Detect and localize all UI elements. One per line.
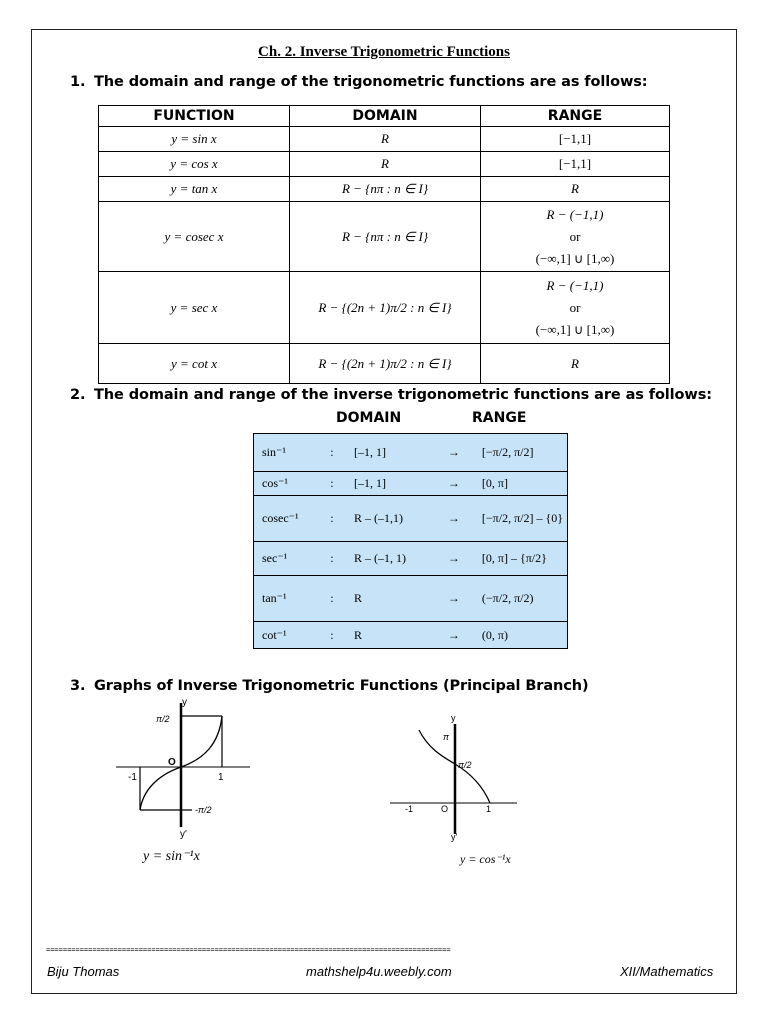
section-3-heading [70, 678, 588, 694]
section-heading-text: Graphs of Inverse Trigonometric Functions (Principal Branch) [94, 678, 589, 694]
function-cell: cos⁻¹ [254, 472, 314, 496]
arrow: → [430, 434, 478, 472]
table-row [99, 272, 670, 344]
function-cell: cosec⁻¹ [254, 496, 314, 542]
range-cell: R [481, 344, 670, 384]
bottom-label: -π/2 [195, 805, 212, 815]
arrow: → [430, 622, 478, 649]
function-cell: sec⁻¹ [254, 542, 314, 576]
range-cell: [−1,1] [481, 127, 670, 152]
arrow: → [430, 542, 478, 576]
domain-cell: R [290, 127, 481, 152]
arrow: → [430, 472, 478, 496]
arrow: → [430, 576, 478, 622]
range-cell: R − (−1,1) or (−∞,1] ∪ [1,∞) [481, 272, 670, 344]
section-heading-text: The domain and range of the inverse trigonometric functions are as follows: [94, 387, 712, 403]
table-row [99, 152, 670, 177]
footer-author: Biju Thomas [47, 964, 120, 979]
y-prime-label: y' [451, 832, 458, 842]
domain-cell: R [350, 622, 430, 649]
function-cell: y = cosec x [99, 202, 290, 272]
half-pi-label: π/2 [458, 760, 472, 770]
domain-cell: R − {nπ : n ∈ I} [290, 202, 481, 272]
domain-cell: R [290, 152, 481, 177]
table-row [99, 177, 670, 202]
domain-cell: [–1, 1] [350, 434, 430, 472]
colon: : [314, 542, 350, 576]
arccos-graph [385, 710, 525, 845]
footer-rule: ================================================================================================ [46, 946, 451, 954]
top-label: π/2 [156, 714, 170, 724]
colon: : [314, 576, 350, 622]
range-cell: [0, π] [478, 472, 568, 496]
y-label: y [182, 697, 187, 708]
range-cell: (0, π) [478, 622, 568, 649]
colon: : [314, 622, 350, 649]
header-domain: DOMAIN [290, 106, 481, 127]
function-cell: tan⁻¹ [254, 576, 314, 622]
y-prime-label: y' [180, 829, 187, 840]
domain-cell: R − {nπ : n ∈ I} [290, 177, 481, 202]
pos-one-label: 1 [486, 804, 492, 814]
table-row [254, 496, 568, 542]
function-cell: y = sec x [99, 272, 290, 344]
arrow: → [430, 496, 478, 542]
section-1-heading [70, 74, 648, 90]
arcsin-graph [110, 695, 260, 845]
origin-label: O [168, 757, 176, 768]
range-cell: R − (−1,1) or (−∞,1] ∪ [1,∞) [481, 202, 670, 272]
function-cell: y = cot x [99, 344, 290, 384]
range-cell: R [481, 177, 670, 202]
section-number: 3. [70, 678, 86, 694]
section-number: 2. [70, 387, 86, 403]
range-cell: [0, π] – {π/2} [478, 542, 568, 576]
neg-one-label: -1 [128, 772, 137, 783]
section-heading-text: The domain and range of the trigonometric functions are as follows: [94, 74, 648, 90]
domain-cell: R − {(2n + 1)π/2 : n ∈ I} [290, 344, 481, 384]
table-row [254, 472, 568, 496]
table-row [99, 344, 670, 384]
inverse-domain-label: DOMAIN [336, 410, 402, 426]
trig-domain-range-table [98, 105, 670, 384]
colon: : [314, 496, 350, 542]
function-cell: sin⁻¹ [254, 434, 314, 472]
function-cell: y = sin x [99, 127, 290, 152]
footer-class: XII/Mathematics [620, 964, 714, 979]
table-row [99, 127, 670, 152]
table-row [254, 542, 568, 576]
section-2-heading [70, 387, 712, 403]
table-row [254, 576, 568, 622]
range-cell: [−π/2, π/2] – {0} [478, 496, 568, 542]
page-title: Ch. 2. Inverse Trigonometric Functions [258, 44, 510, 60]
function-cell: y = cos x [99, 152, 290, 177]
range-cell: (−π/2, π/2) [478, 576, 568, 622]
inverse-trig-table [253, 433, 568, 649]
function-cell: y = tan x [99, 177, 290, 202]
domain-cell: R − {(2n + 1)π/2 : n ∈ I} [290, 272, 481, 344]
function-cell: cot⁻¹ [254, 622, 314, 649]
colon: : [314, 472, 350, 496]
pi-label: π [443, 732, 450, 742]
table-row [254, 434, 568, 472]
y-label: y [451, 713, 456, 723]
arcsin-caption: y = sin⁻¹x [143, 849, 200, 864]
header-range: RANGE [481, 106, 670, 127]
origin-label: O [441, 804, 449, 814]
domain-cell: [–1, 1] [350, 472, 430, 496]
section-number: 1. [70, 74, 86, 90]
table-row [99, 202, 670, 272]
range-cell: [−π/2, π/2] [478, 434, 568, 472]
colon: : [314, 434, 350, 472]
inverse-range-label: RANGE [472, 410, 527, 426]
table-row [254, 622, 568, 649]
pos-one-label: 1 [218, 772, 224, 783]
table-header-row [99, 106, 670, 127]
arccos-caption: y = cos⁻¹x [460, 852, 511, 866]
range-cell: [−1,1] [481, 152, 670, 177]
neg-one-label: -1 [405, 804, 414, 814]
domain-cell: R – (–1,1) [350, 496, 430, 542]
footer-website: mathshelp4u.weebly.com [306, 964, 452, 979]
domain-cell: R – (–1, 1) [350, 542, 430, 576]
header-function: FUNCTION [99, 106, 290, 127]
domain-cell: R [350, 576, 430, 622]
